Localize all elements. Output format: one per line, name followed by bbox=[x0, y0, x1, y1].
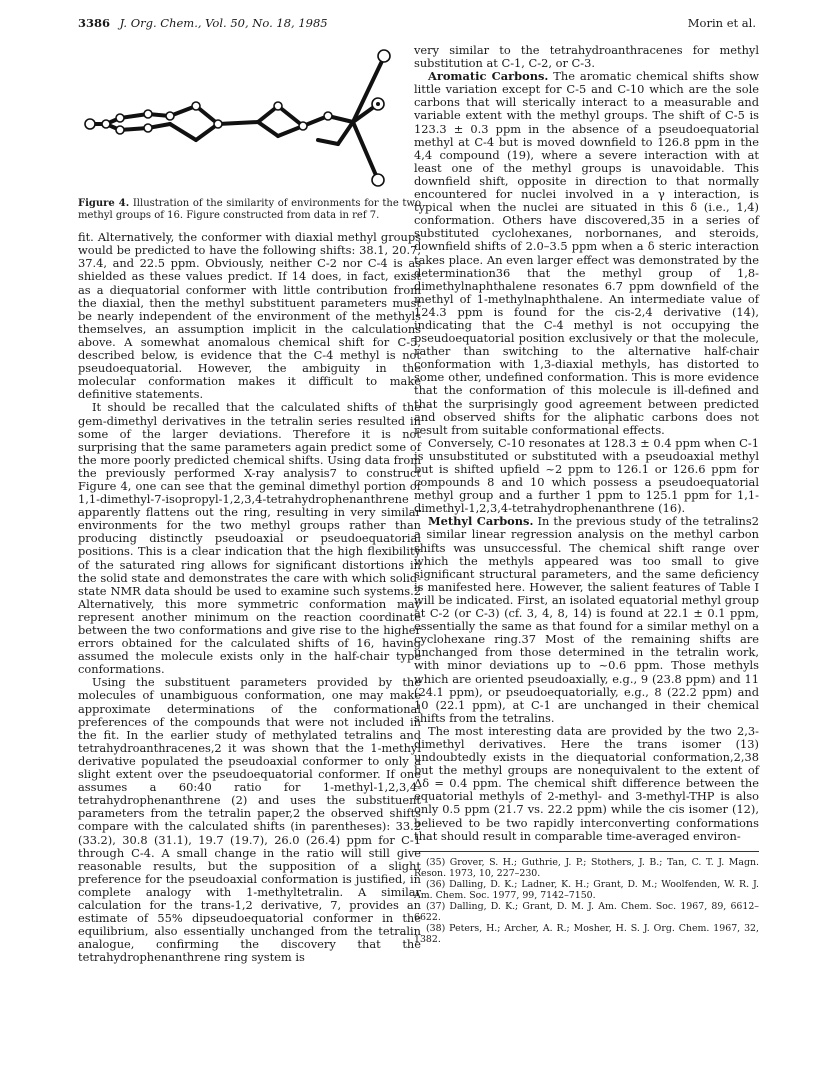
methyl-carbons-text: In the previous study of the tetralins2 a similar linear regression analysis on the methyl carbon shifts was unsuccessful. The chemical shift range over which the methyls appeared was too small to give significant structural parameters, and the same deficiency is manifested here. However, the salient features of Table I will be indicated. First, an isolated equatorial methyl group at C-2 (or C-3) (cf. 3, 4, 8, 14) is found at 22.1 ± 0.1 ppm, essentially the same as that found for a similar methyl on a cyclohexane ring.37 Most of the remaining shifts are unchanged from those determined in the tetralin work, with minor deviations up to ~0.6 ppm. Those methyls which are oriented pseudoaxially, e.g., 9 (23.8 ppm) and 11 (24.1 ppm), or pseudoequatorially, e.g., 8 (22.2 ppm) and 10 (22.1 ppm), at C-1 are unchanged in their chemical shifts from the tetralins. bbox=[414, 514, 759, 725]
left-paragraph-2: It should be recalled that the calculated shifts of the gem-dimethyl derivatives in the tetralin series resulted in some of the larger deviations. Therefore it is not surprising that the same parameters again predict some of the more poorly predicted chemical shifts. Using data from the previously performed X-ray analysis7 to construct Figure 4, one can see that the geminal dimethyl portion of 1,1-dimethyl-7-isopropyl-1,2,3,4-tetrahydrophenanthrene apparently flattens out the ring, resulting in very similar environments for the two methyl groups rather than producing distinctly pseudoaxial or pseudoequatorial positions. This is a clear indication that the high flexibility of the saturated ring allows for significant distortions in the solid state and demonstrates the care with which solid-state NMR data should be used to examine such systems.2 Alternatively, this more symmetric conformation may represent another minimum on the reaction coordinate between the two conformations and give rise to the higher errors obtained for the calculated shifts of 16, having assumed the molecule exists only in the half-chair type conformations. bbox=[78, 400, 421, 677]
page-header bbox=[78, 16, 756, 34]
caption-label: Figure 4. bbox=[78, 198, 130, 209]
reference-35: (35) Grover, S. H.; Guthrie, J. P.; Stothers, J. B.; Tan, C. T. J. Magn. Reson. 1973, 10, 227–230. bbox=[414, 856, 759, 879]
molecular-structure-diagram bbox=[78, 44, 421, 194]
references bbox=[414, 851, 759, 945]
aromatic-carbons-heading: Aromatic Carbons. bbox=[428, 69, 549, 84]
right-column bbox=[414, 44, 759, 945]
left-column bbox=[78, 44, 421, 964]
left-paragraph-3: Using the substituent parameters provided by the molecules of unambiguous conformation, one may make approximate determinations of the conformational preferences of the compounds that were not included in the fit. In the earlier study of methylated tetralins and tetrahydroanthracenes,2 it was shown that the 1-methyl derivative populated the pseudoaxial conformer to only a slight extent over the pseudoequatorial conformer. If one assumes a 60:40 ratio for 1-methyl-1,2,3,4-tetrahydrophenanthrene (2) and uses the substituent parameters from the tetralin paper,2 the observed shifts compare with the calculated shifts (in parentheses): 33.2 (33.2), 30.8 (31.1), 19.7 (19.7), 26.0 (26.4) ppm for C-1 through C-4. A small change in the ratio will still give reasonable results, but the supposition of a slight preference for the pseudoaxial conformation is justified, in complete analogy with 1-methyltetralin. A similar calculation for the trans-1,2 derivative, 7, provides an estimate of 55% dipseudoequatorial conformer in the equilibrium, also essentially unchanged from the tetralin analogue, confirming the discovery that the tetrahydrophenanthrene ring system is bbox=[78, 675, 421, 965]
aromatic-carbons-paragraph bbox=[414, 70, 759, 437]
page-number: 3386 bbox=[78, 16, 111, 30]
journal-citation: J. Org. Chem., Vol. 50, No. 18, 1985 bbox=[119, 16, 328, 30]
reference-38: (38) Peters, H.; Archer, A. R.; Mosher, H. S. J. Org. Chem. 1967, 32, 1382. bbox=[414, 922, 759, 945]
right-paragraph-5: The most interesting data are provided by the two 2,3-dimethyl derivatives. Here the trans isomer (13) undoubtedly exists in the diequatorial conformation,2,38 but the methyl groups are nonequivalent to the extent of Δδ = 0.4 ppm. The chemical shift difference between the equatorial methyls of 2-methyl- and 3-methyl-THP is also only 0.5 ppm (21.7 vs. 22.2 ppm) while the cis isomer (12), believed to be two rapidly interconverting conformations that should result in comparable time-averaged environ- bbox=[414, 723, 759, 843]
methyl-carbons-heading: Methyl Carbons. bbox=[428, 514, 534, 529]
header-left bbox=[78, 16, 334, 30]
right-paragraph-3: Conversely, C-10 resonates at 128.3 ± 0.4 ppm when C-1 is unsubstituted or substituted with a pseudoaxial methyl but is shifted upfield ~2 ppm to 126.1 or 126.6 ppm for compounds 8 and 10 which possess a pseudoequatorial methyl group and a further 1 ppm to 125.1 ppm for 1,1-dimethyl-1,2,3,4-tetrahydrophenanthrene (16). bbox=[414, 435, 759, 516]
reference-36: (36) Dalling, D. K.; Ladner, K. H.; Grant, D. M.; Woolfenden, W. R. J. Am. Chem. Soc. 1977, 99, 7142–7150. bbox=[414, 878, 759, 901]
aromatic-carbons-text: The aromatic chemical shifts show little variation except for C-5 and C-10 which are the sole carbons that will sterically interact to a measurable and variable extent with the methyl groups. The shift of C-5 is 123.3 ± 0.3 ppm in the absence of a pseudoequatorial methyl at C-4 but is moved downfield to 126.8 ppm in the 4,4 compound (19), where a severe interaction with at least one of the methyl groups is unavoidable. This downfield shift, opposite in direction to that normally encountered for nuclei involved in a γ interaction, is typical when the nuclei are situated in this δ (i.e., 1,4) conformation. Others have discovered,35 in a series of substituted cyclohexanes, norbornanes, and steroids, downfield shifts of 2.0–3.5 ppm when a δ steric interaction takes place. An even larger effect was demonstrated by the determination36 that the methyl group of 1,8-dimethylnaphthalene resonates 6.7 ppm downfield of the methyl of 1-methylnaphthalene. An intermediate value of 124.3 ppm is found for the cis-2,4 derivative (14), indicating that the C-4 methyl is not occupying the pseudoequatorial position exclusively or that the molecule, rather than switching to the alternative half-chair conformation with 1,3-diaxial methyls, has distorted to some other, undefined conformation. This is more evidence that the conformation of this molecule is ill-defined and that the surprisingly good agreement between predicted and observed shifts for the aliphatic carbons does not result from suitable conformational effects. bbox=[414, 69, 760, 437]
figure-caption bbox=[78, 198, 421, 221]
reference-37: (37) Dalling, D. K.; Grant, D. M. J. Am. Chem. Soc. 1967, 89, 6612–6622. bbox=[414, 900, 759, 923]
running-authors: Morin et al. bbox=[687, 16, 756, 30]
right-paragraph-1: very similar to the tetrahydroanthracenes for methyl substitution at C-1, C-2, or C-3. bbox=[414, 43, 759, 71]
caption-text: Illustration of the similarity of environments for the two methyl groups of 16. Figure constructed from data in ref 7. bbox=[78, 198, 422, 221]
left-paragraph-1: fit. Alternatively, the conformer with diaxial methyl groups would be predicted to have the following shifts: 38.1, 20.7, 37.4, and 22.5 ppm. Obviously, neither C-2 nor C-4 is as shielded as these values predict. If 14 does, in fact, exist as a diequatorial conformer with little contribution from the diaxial, then the methyl substituent parameters must be nearly independent of the environment of the methyls themselves, an assumption implicit in the calculations above. A somewhat anomalous chemical shift for C-5, described below, is evidence that the C-4 methyl is not pseudoequatorial. However, the ambiguity in the molecular conformation makes it difficult to make definitive statements. bbox=[78, 230, 421, 402]
methyl-carbons-paragraph bbox=[414, 515, 759, 725]
figure-4 bbox=[78, 44, 421, 194]
